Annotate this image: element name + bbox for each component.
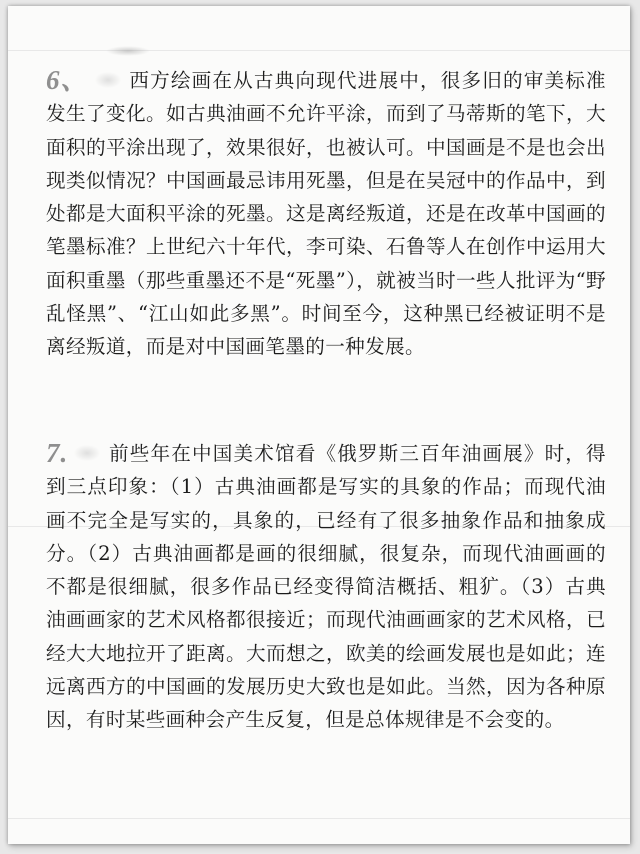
- section-6: [46, 64, 606, 364]
- section-6-paragraph: [46, 64, 606, 364]
- section-7-number: 7.: [46, 438, 69, 468]
- scan-smudge-mark: [74, 445, 100, 461]
- section-7-paragraph: [46, 437, 606, 737]
- section-7-text: 前些年在中国美术馆看《俄罗斯三百年油画展》时，得到三点印象：（1）古典油画都是写实的具象的作品；而现代油画不完全是写实的，具象的，已经有了很多抽象作品和抽象成分。（2）古典油画都是画的很细腻，很复杂，而现代油画画的不都是很细腻，很多作品已经变得简洁概括、粗犷。（3）古典油画画家的艺术风格都很接近；而现代油画画家的艺术风格，已经大大地拉开了距离。大而想之，欧美的绘画发展也是如此；连远离西方的中国画的发展历史大致也是如此。当然，因为各种原因，有时某些画种会产生反复，但是总体规律是不会变的。: [46, 442, 606, 732]
- section-7: [46, 437, 606, 737]
- scan-line: [8, 818, 630, 819]
- section-6-text: 西方绘画在从古典向现代进展中，很多旧的审美标准发生了变化。如古典油画不允许平涂，而到了马蒂斯的笔下，大面积的平涂出现了，效果很好，也被认可。中国画是不是也会出现类似情况？中国画最忌讳用死墨，但是在吴冠中的作品中，到处都是大面积平涂的死墨。这是离经叛道，还是在改革中国画的笔墨标准？上世纪六十年代，李可染、石鲁等人在创作中运用大面积重墨（那些重墨还不是“死墨”），就被当时一些人批评为“野乱怪黑”、“江山如此多黑”。时间至今，这种黑已经被证明不是离经叛道，而是对中国画笔墨的一种发展。: [46, 69, 606, 359]
- scanned-page: [8, 6, 630, 844]
- scan-smudge-mark: [95, 72, 121, 88]
- scan-line: [8, 50, 630, 51]
- section-6-number: 6、: [46, 65, 89, 95]
- scan-smudge-mark: [106, 46, 150, 56]
